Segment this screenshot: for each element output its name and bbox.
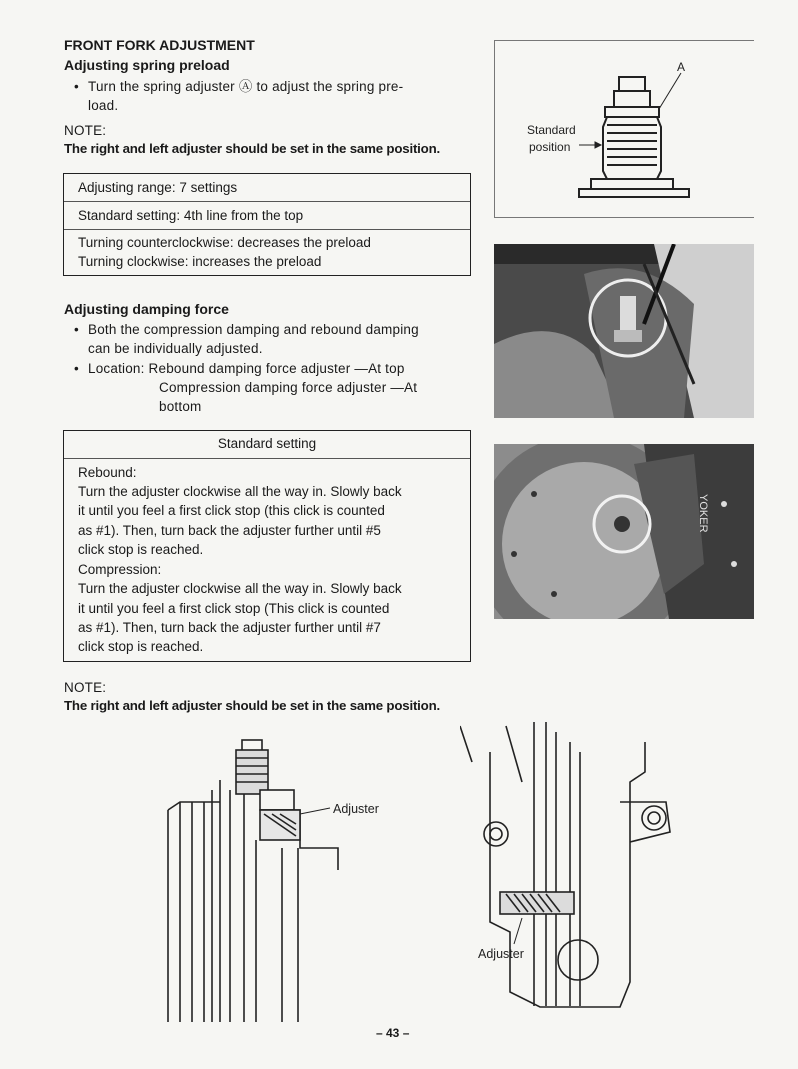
section-heading-damping: Adjusting damping force — [64, 301, 229, 317]
damping-line-3: as #1). Then, turn back the adjuster further until #5 — [78, 523, 381, 538]
note-text-2: The right and left adjuster should be set in the same position. — [64, 698, 441, 713]
damping-line-5: Compression: — [78, 562, 162, 577]
damping-line-7: it until you feel a first click stop (This click is counted — [78, 601, 390, 616]
adjuster-diagram — [495, 41, 753, 217]
adjuster-label-bottom: Adjuster — [478, 947, 524, 961]
fork-bottom-section-drawing — [460, 722, 690, 1018]
standard-setting: Standard setting: 4th line from the top — [78, 208, 304, 223]
label-a: A — [677, 60, 686, 74]
damping-line-4: click stop is reached. — [78, 542, 204, 557]
label-standard: Standard — [527, 123, 576, 137]
damping-bullet-2-cont: Compression damping force adjuster —At — [159, 380, 418, 395]
damping-line-1: Turn the adjuster clockwise all the way in. Slowly back — [78, 484, 402, 499]
damping-bullet-2-cont2: bottom — [159, 399, 202, 414]
preload-bullet-cont: load. — [88, 98, 119, 113]
damping-line-9: click stop is reached. — [78, 639, 204, 654]
page-title: FRONT FORK ADJUSTMENT — [64, 37, 255, 53]
damping-line-0: Rebound: — [78, 465, 137, 480]
fork-bottom-photo — [494, 444, 754, 619]
damping-settings-table — [63, 430, 471, 662]
preload-adjuster-figure — [494, 40, 754, 218]
section-heading-preload: Adjusting spring preload — [64, 57, 230, 73]
note-text: The right and left adjuster should be set in the same position. — [64, 141, 441, 156]
damping-bullet-1-cont: can be individually adjusted. — [88, 341, 263, 356]
damping-line-8: as #1). Then, turn back the adjuster further until #7 — [78, 620, 381, 635]
photo-logo-text: YOKER — [697, 494, 709, 533]
damping-line-2: it until you feel a first click stop (this click is counted — [78, 503, 385, 518]
fork-top-section-drawing — [160, 730, 400, 1022]
adjusting-range: Adjusting range: 7 settings — [78, 180, 238, 195]
adjuster-label-top: Adjuster — [333, 802, 379, 816]
turning-cw: Turning clockwise: increases the preload — [78, 254, 322, 269]
fork-top-photo — [494, 244, 754, 418]
damping-line-6: Turn the adjuster clockwise all the way in. Slowly back — [78, 581, 402, 596]
preload-settings-table — [63, 173, 471, 276]
damping-bullet-2: • Location: Rebound damping force adjuster —At top — [88, 359, 405, 379]
note-label-2: NOTE: — [64, 680, 107, 695]
note-label: NOTE: — [64, 123, 107, 138]
table-header: Standard setting — [217, 436, 317, 451]
turning-ccw: Turning counterclockwise: decreases the preload — [78, 235, 371, 250]
damping-bullet-1: • Both the compression damping and rebound damping — [88, 320, 419, 340]
label-position: position — [529, 140, 571, 154]
preload-bullet: • Turn the spring adjuster Ⓐ to adjust the spring pre- — [88, 77, 403, 97]
page-number: – 43 – — [376, 1026, 410, 1040]
